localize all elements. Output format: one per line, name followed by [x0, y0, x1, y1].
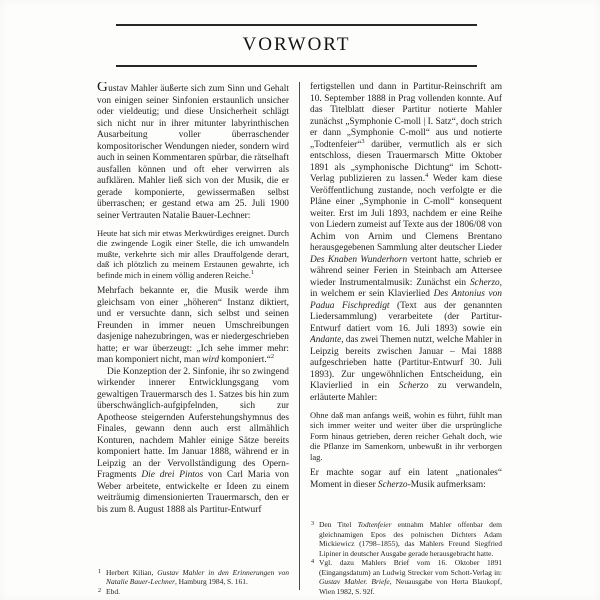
block-quote — [97, 228, 289, 280]
left-column — [97, 82, 289, 596]
text-run: Gustav Mahler in den Erinnerungen von Natalie Bauer-Lechner — [106, 567, 289, 586]
initial-capital: G — [97, 82, 109, 95]
column-divider — [299, 82, 300, 590]
header-rule-top — [116, 24, 477, 26]
text-run: darüber, vermutlich als er sich entschloss, diesen Trauermarsch Mitte Oktober 1891 als „symphonische Dichtung“ im Schott-Verlag publizieren zu lassen. — [310, 139, 502, 184]
text-run: Die drei Pintos — [141, 470, 204, 481]
footnote-number: 1 — [98, 567, 102, 575]
text-run: zu verwandeln, erläuterte Mahler: — [310, 381, 502, 403]
text-run: Scherzo — [398, 381, 429, 391]
text-columns — [97, 82, 503, 596]
text-run: Ebd. — [106, 586, 120, 596]
footnote-number: 3 — [311, 520, 315, 527]
page-header — [116, 24, 477, 67]
footnote-reference: 4 — [425, 171, 429, 179]
text-run: Herbert Kilian, — [106, 567, 158, 577]
paragraph — [310, 82, 502, 404]
text-run: vertont hatte, schrieb er während seiner Ferien in Steinbach am Attersee wieder Instrumentalmusik: Zunächst ein — [310, 254, 502, 288]
text-run: Er machte sogar auf ein latent „nationales“ Moment in dieser — [310, 468, 502, 490]
footnote-reference: 3 — [361, 137, 365, 145]
text-run: Heute hat sich mir etwas Merkwürdiges ereignet. Durch die zwingende Logik einer Stelle, die ich umwandeln mußte, verkehrte sich mir alles Drauffolgende derart, daß ich plötzlich zu meinem Erstaunen gewahrte, ich befinde mich in einem völlig anderen Reiche. — [97, 228, 289, 280]
footnote — [97, 587, 289, 597]
footnotes — [97, 562, 289, 597]
block-quote — [310, 410, 502, 462]
paragraph — [97, 286, 289, 367]
text-run: wird — [202, 355, 220, 366]
paragraph — [97, 82, 289, 222]
text-run: Weder kam diese Veröffentlichung zustande, noch verfolgte er die Pläne einer „Symphonie in C-moll“ konsequent weiter. Erst im Juli 1893, nachdem er eine Reihe von Liedern zumeist auf Texte aus der 1806/08 von Achim von Arnim und Clemens Brentano herausgegebenen Sammlung alter deutscher Lieder — [310, 174, 502, 253]
footnote — [97, 568, 289, 587]
text-run: Vgl. dazu Mahlers Brief vom 16. Oktober 1891 (Eingangsdatum) an Ludwig Strecker vom Schott-Verlag in: — [319, 558, 502, 577]
text-run: Mehrfach bekannte er, die Musik werde ihm gleichsam von einer „höheren“ Instanz diktiert, und er versuchte dann, sich selbst und seinen Freunden in immer neuen Umschreibungen dasjenige nahezubringen, was er niedergeschrieben hatte; er war überzeugt: „Ich sehe immer mehr: man komponiert nicht, man — [97, 286, 289, 366]
text-run: , in welchem er sein Klavierlied — [310, 277, 502, 299]
text-run: Des Antonius von Padua Fischpredigt — [310, 289, 502, 311]
paragraph — [97, 367, 289, 517]
header-rule-bottom — [116, 65, 477, 67]
text-run: , Neuausgabe von Herta Blaukopf, Wien 1982, S. 92f. — [319, 577, 502, 596]
footnote — [310, 520, 502, 558]
text-run: -Musik aufmerksam: — [407, 479, 486, 490]
text-run: Die Konzeption der 2. Sinfonie, ihr so zwingend wirkender innerer Entwicklungsgang vom gewaltigen Trauermarsch des 1. Satzes bis hin zum überschwänglich-aufgipfelnden, sich zur Apotheose steigernden Auferstehungshymnus des Finales, gewann denn auch erst allmählich Konturen, nachdem Mahler einige Sätze bereits komponiert hatte. Im Januar 1888, während er in Leipzig an der Vervollständigung des Opern-Fragments — [97, 366, 289, 481]
text-run: von Carl Maria von Weber arbeitete, entwickelte er Ideen zu einem weiträumig dimensionierten Trauermarsch, den er bis zum 8. August 1888 als Partitur-Entwurf — [97, 470, 289, 515]
text-run: Den Titel — [319, 520, 358, 529]
text-run: ustav Mahler äußerte sich zum Sinn und Gehalt von einigen seiner Sinfonien erstaunlich unsicher oder vieldeutig; und diese Unsicherheit schlägt sich nicht nur in ihrer mitunter labyrinthischen Ausarbeitung voller überraschender kompositorischer Wendungen nieder, sondern wird auch in seinen Kommentaren spürbar, die rätselhaft ausfallen können und oft eher verwirren als aufklären. Mahler ließ sich von der Musik, die er gerade komponierte, gewissermaßen selbst überraschen; er gestand etwa am 25. Juli 1900 seiner Vertrauten Natalie Bauer-Lechner: — [97, 84, 289, 221]
text-run: Gustav Mahler. Briefe — [319, 577, 390, 586]
footnote-number: 2 — [98, 586, 102, 594]
footnote — [310, 558, 502, 596]
footnote-number: 4 — [311, 558, 315, 565]
text-run: Scherzo — [469, 277, 500, 288]
text-run: Des Knaben Wunderhorn — [310, 254, 408, 265]
text-run: fertigstellen und dann in Partitur-Reinschrift am 10. September 1888 in Prag vollenden konnte. Auf das Titelblatt dieser Partitur notierte Mahler zunächst „Symphonie C-moll | I. Satz“, doch strich er dann „Symphonie C-moll“ aus und notierte „Todtenfeier“ — [310, 82, 502, 150]
footnotes — [310, 514, 502, 596]
text-run: (Text aus der genannten Liedersammlung) verarbeitete (der Partitur-Entwurf datiert vom 16. Juli 1893) sowie ein — [310, 300, 502, 334]
footnote-reference: 2 — [270, 352, 275, 360]
text-run: Andante — [310, 335, 342, 345]
text-run: , das zwei Themen nutzt, welche Mahler in Leipzig bereits zwischen Januar – Mai 1888 aufgeschrieben hatte (Partitur-Entwurf 30. Juli 1893). Zur ungewöhnlichen Entscheidung, ein Klavierlied in ein — [310, 335, 502, 391]
page-title: VORWORT — [242, 34, 351, 55]
text-run: , Hamburg 1984, S. 161. — [175, 577, 248, 586]
paragraph — [310, 468, 502, 491]
text-run: Scherzo — [377, 479, 408, 490]
text-run: komponiert.“ — [219, 355, 271, 366]
text-run: entnahm Mahler offenbar dem gleichnamigen Epos des polnischen Dichters Adam Mickiewicz (1798–1855), das Mahlers Freund Siegfried Lipiner in deutscher Ausgabe gerade herausgebracht hatte. — [319, 520, 502, 558]
text-run: Todtenfeier — [357, 520, 392, 529]
footnote-reference: 1 — [250, 268, 255, 276]
text-run: Ohne daß man anfangs weiß, wohin es führt, fühlt man sich immer weiter und weiter über die ursprüngliche Form hinaus getrieben, deren reicher Gehalt doch, wie die Pflanze im Samenkorn, unbewußt in ihr verborgen lag. — [310, 410, 502, 462]
right-column — [310, 82, 502, 596]
